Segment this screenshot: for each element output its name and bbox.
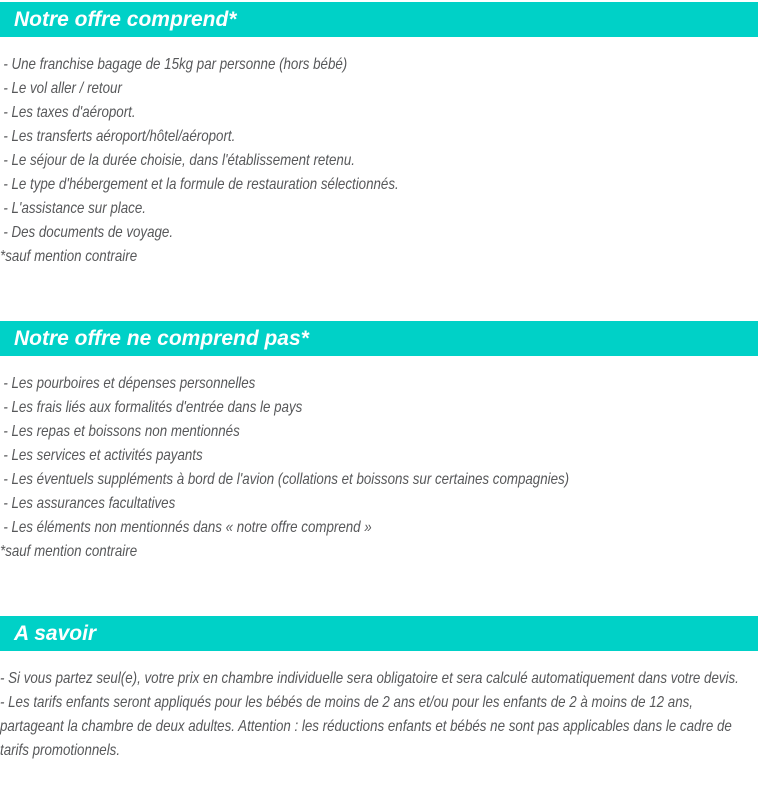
section-header-bar bbox=[0, 2, 758, 37]
paragraph: - Si vous partez seul(e), votre prix en chambre individuelle sera obligatoire et sera calculé automatiquement dans votre devis. bbox=[0, 670, 739, 687]
section-header-bar bbox=[0, 616, 758, 651]
offer-details-page bbox=[0, 2, 758, 763]
list-item: - L'assistance sur place. bbox=[3, 200, 146, 217]
section-title-good-to-know: A savoir bbox=[14, 621, 97, 645]
list-item: - Des documents de voyage. bbox=[3, 224, 174, 241]
list-item: - Le type d'hébergement et la formule de restauration sélectionnés. bbox=[3, 176, 399, 193]
list-item: - Les taxes d'aéroport. bbox=[3, 104, 136, 121]
paragraph: - Les tarifs enfants seront appliqués pour les bébés de moins de 2 ans et/ou pour les enfants de 2 à moins de 12 ans, partageant la chambre de deux adultes. Attention : les réductions enfants et bébés ne sont pas applicables dans le cadre de tarifs promotionnels. bbox=[0, 694, 732, 759]
section-title-offer-includes: Notre offre comprend* bbox=[14, 7, 237, 31]
section-body-good-to-know bbox=[0, 651, 758, 763]
section-body-offer-excludes bbox=[0, 356, 758, 564]
list-item: - Une franchise bagage de 15kg par personne (hors bébé) bbox=[3, 56, 348, 73]
list-item: - Le séjour de la durée choisie, dans l'établissement retenu. bbox=[3, 152, 355, 169]
section-body-offer-includes bbox=[0, 37, 758, 269]
list-item: - Les éventuels suppléments à bord de l'avion (collations et boissons sur certaines compagnies) bbox=[3, 471, 570, 488]
list-item: - Les éléments non mentionnés dans « notre offre comprend » bbox=[3, 519, 372, 536]
section-offer-includes bbox=[0, 2, 758, 269]
section-header-bar bbox=[0, 321, 758, 356]
list-item: - Les assurances facultatives bbox=[3, 495, 176, 512]
list-item: - Le vol aller / retour bbox=[3, 80, 122, 97]
list-item: - Les pourboires et dépenses personnelles bbox=[3, 375, 256, 392]
section-title-offer-excludes: Notre offre ne comprend pas* bbox=[14, 326, 309, 350]
section-offer-excludes bbox=[0, 321, 758, 564]
list-item: - Les services et activités payants bbox=[3, 447, 203, 464]
list-item: - Les transferts aéroport/hôtel/aéroport. bbox=[3, 128, 236, 145]
section-good-to-know bbox=[0, 616, 758, 763]
list-item: - Les repas et boissons non mentionnés bbox=[3, 423, 240, 440]
footnote: *sauf mention contraire bbox=[0, 248, 138, 265]
footnote: *sauf mention contraire bbox=[0, 543, 138, 560]
list-item: - Les frais liés aux formalités d'entrée dans le pays bbox=[3, 399, 303, 416]
